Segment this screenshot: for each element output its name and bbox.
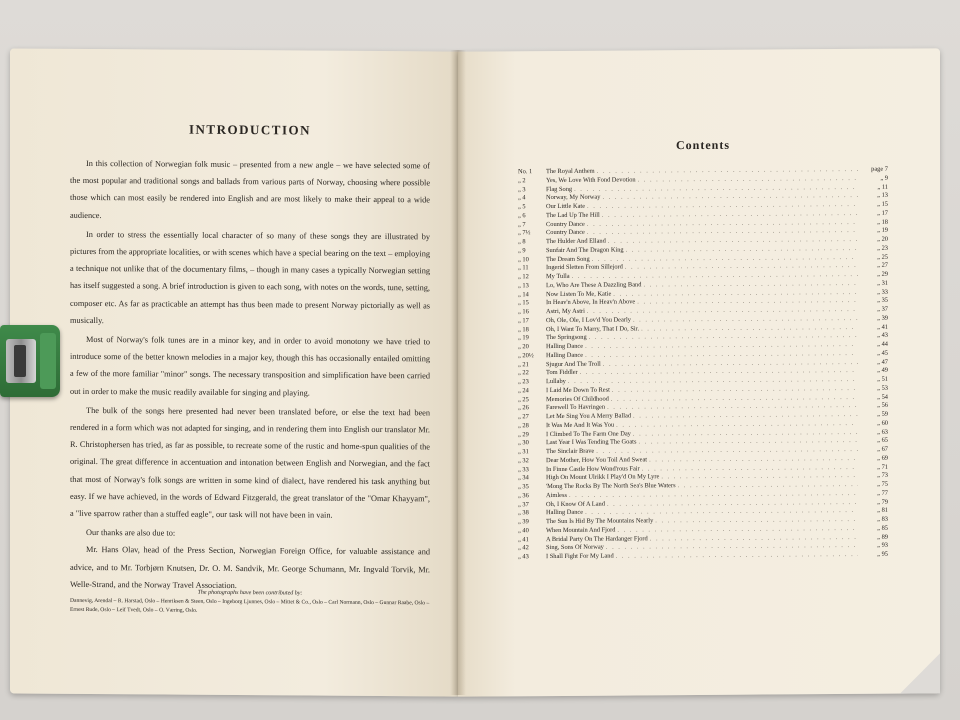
entry-page: „ 75 [877, 480, 888, 488]
entry-title: Sjugur And The Troll [546, 360, 601, 368]
entry-leader-dots [589, 332, 858, 341]
entry-leader-dots [661, 472, 858, 480]
entry-page: „ 27 [877, 261, 888, 270]
entry-leader-dots [611, 393, 858, 402]
entry-leader-dots [597, 166, 858, 175]
entry-page: „ 11 [877, 183, 888, 191]
entry-page: „ 83 [877, 515, 888, 523]
entry-page: „ 15 [877, 200, 888, 208]
entry-leader-dots [606, 542, 858, 551]
photo-credits [70, 589, 430, 617]
entry-title: Oh, I Know Of A Land [546, 500, 605, 508]
entry-leader-dots [616, 420, 858, 429]
entry-leader-dots [608, 236, 858, 245]
entry-leader-dots [585, 507, 858, 516]
entry-number: „ 7 [518, 220, 526, 228]
entry-leader-dots [585, 341, 858, 350]
contents-list [518, 166, 888, 562]
entry-page: „ 41 [877, 323, 888, 331]
entry-page: „ 9 [880, 174, 888, 182]
entry-page: „ 81 [877, 506, 888, 515]
entry-title: Sunfair And The Dragon King [546, 246, 624, 254]
entry-title: High On Mount Ulrikk I Play'd On My Lyre [546, 473, 660, 482]
entry-title: Last Year I Was Tending The Goats [546, 438, 637, 447]
entry-page: „ 37 [877, 305, 888, 313]
entry-number: „ 7½ [518, 229, 531, 237]
entry-leader-dots [616, 551, 858, 560]
entry-title: My Tulla [546, 272, 570, 281]
left-page [10, 48, 458, 696]
entry-title: Oh, Ole, Ole, I Lov'd You Dearly [546, 316, 631, 324]
credits-heading: The photographs have been contributed by: [197, 589, 303, 597]
credits-text: Dannevig, Arendal – R. Harstad, Oslo – Henriksen & Steen, Oslo – Ingeborg Ljunnes, Oslo – Mittet & Co., Oslo – Carl Normann, Oslo – Gunnar Raabe, Oslo – Ernest Rude, Oslo – Leif Tvedt, Oslo – O. Væring, Oslo. [70, 597, 430, 614]
intro-paragraph-4: The bulk of the songs here presented had never been translated before, or else the text had been rendered in a form which was not adapted for singing, and in rendering them into English our translator Mr. R. Christophersen has tried, as far as possible, to recreate some of the rustic and home-spun qualities of the original. The great difference in accentuation and intonation between English and Norwegian, and the fact that most of Norway's folk songs are written in some kind of dialect, have rendered his task anything but easy. If we have achieved, in the words of Edward Fitzgerald, the great translator of the "Omar Khayyam", a "live sparrow rather than a stuffed eagle", our task will not have been in vain. [70, 405, 430, 520]
entry-title: Country Dance [546, 220, 585, 228]
entry-leader-dots [568, 376, 858, 385]
entry-number: „ 3 [518, 185, 526, 193]
entry-page: „ 71 [877, 463, 888, 471]
entry-page: „ 47 [877, 358, 888, 366]
entry-page: „ 93 [877, 541, 888, 550]
entry-number: „ 38 [518, 509, 529, 517]
entry-title: Let Me Sing You A Merry Ballad [546, 412, 632, 421]
intro-paragraph-3: Most of Norway's folk tunes are in a minor key, and in order to avoid monotony we have tried to introduce some of the better known melodies in a major key, though this has occasionally entailed omitting a few of the more familiar "minor" songs. The necessary transposition and simplification have been carried out in order to make the music readily available for singing and playing. [70, 334, 430, 398]
entry-number: „ 28 [518, 421, 529, 430]
entry-page: „ 29 [877, 270, 888, 278]
entry-title: Aimless [546, 491, 567, 499]
entry-title: Memories Of Childhood [546, 395, 609, 403]
entry-title: Country Dance [546, 229, 585, 237]
clip-edge [40, 333, 56, 389]
entry-title: A Bridal Party On The Hardanger Fjord [546, 534, 648, 543]
entry-page: „ 89 [877, 533, 888, 541]
entry-number: „ 20 [518, 343, 529, 351]
entry-leader-dots [638, 437, 858, 446]
entry-title: I Laid Me Down To Rest [546, 386, 610, 394]
entry-leader-dots [643, 280, 858, 288]
entry-number: „ 32 [518, 456, 529, 465]
entry-page: „ 85 [877, 524, 888, 532]
entry-number: „ 10 [518, 255, 529, 263]
entry-number: No. 1 [518, 168, 533, 176]
entry-leader-dots [678, 481, 858, 489]
entry-page: „ 63 [877, 428, 888, 436]
entry-page: „ 59 [877, 410, 888, 418]
contents-title: Contents [675, 137, 730, 153]
open-book [10, 50, 940, 695]
entry-leader-dots [587, 306, 858, 315]
entry-leader-dots [641, 323, 858, 332]
entry-leader-dots [642, 463, 858, 472]
entry-page: „ 77 [877, 489, 888, 497]
entry-title: Oh, I Want To Marry, That I Do, Sir. [546, 324, 640, 333]
entry-title: Astri, My Astri [546, 307, 585, 316]
entry-page: „ 79 [877, 498, 888, 506]
entry-title: Norway, My Norway [546, 193, 601, 202]
entry-title: I Climbed To The Farm One Day [546, 429, 631, 438]
entry-page: „ 43 [877, 331, 888, 340]
entry-leader-dots [655, 516, 858, 524]
entry-page: „ 95 [877, 550, 888, 558]
entry-number: „ 13 [518, 281, 529, 290]
folded-corner [900, 653, 940, 693]
entry-number: „ 18 [518, 325, 529, 333]
entry-number: „ 34 [518, 474, 529, 482]
entry-number: „ 39 [518, 518, 529, 526]
entry-number: „ 43 [518, 553, 529, 561]
entry-number: „ 33 [518, 465, 529, 473]
entry-title: The Royal Anthem [546, 167, 595, 176]
entry-title: Halling Dance [546, 342, 584, 351]
entry-leader-dots [638, 175, 858, 184]
green-binder-clip [0, 325, 60, 397]
entry-title: Now Listen To Me, Katie [546, 290, 612, 298]
entry-title: The Hulder And Elland [546, 237, 606, 246]
thanks-intro: Our thanks are also due to: [86, 528, 176, 538]
entry-title: Tom Fiddler [546, 369, 578, 377]
entry-number: „ 4 [518, 194, 526, 202]
entry-title: Ingerid Sletten From Sillejord [546, 263, 623, 272]
entry-number: „ 29 [518, 430, 529, 438]
thanks-paragraph: Mr. Hans Olav, head of the Press Section, Norwegian Foreign Office, for valuable assistance and advice, and to Mr. Torbjørn Knutsen, Dr. O. M. Sandvik, Mr. George Schumann, Mr. Ingvald Torvik, Mr. Welle-Strand, and the Norway Travel Association. [70, 545, 430, 590]
entry-number: „ 37 [518, 500, 529, 508]
entry-number: „ 24 [518, 386, 529, 395]
entry-title: I Shall Fight For My Land [546, 552, 614, 561]
entry-title: The Sun Is Hid By The Mountains Nearly [546, 517, 654, 526]
entry-page: „ 53 [877, 384, 888, 392]
entry-leader-dots [585, 350, 858, 359]
entry-number: „ 16 [518, 308, 529, 316]
entry-number: „ 9 [518, 246, 526, 255]
entry-page: „ 60 [877, 419, 888, 427]
entry-leader-dots [650, 533, 858, 541]
entry-page: „ 17 [877, 209, 888, 217]
clip-slot [14, 345, 26, 377]
contents-section [518, 137, 888, 562]
intro-paragraph-2: In order to stress the essentially local character of so many of these songs they are illustrated by pictures from the appropriate localities, or with scenes which have a special bearing on the text – employing a technique not unlike that of the documentary films, – though in many cases a typically Norwegian setting has itself suggested a song. A brief introduction is given to each song, with notes on the words, tune, setting, composer etc. As far as practicable an attempt has thus been made to present Norway pictorially as well as musically. [70, 229, 430, 325]
entry-number: „ 6 [518, 211, 526, 220]
entry-leader-dots [572, 271, 858, 280]
entry-number: „ 31 [518, 448, 529, 456]
entry-leader-dots [569, 490, 858, 499]
entry-leader-dots [625, 262, 858, 271]
entry-page: „ 18 [877, 218, 888, 226]
entry-title: Our Little Kate [546, 202, 586, 211]
entry-number: „ 27 [518, 413, 529, 421]
entry-leader-dots [649, 455, 858, 463]
entry-number: „ 42 [518, 544, 529, 552]
entry-leader-dots [602, 210, 858, 219]
entry-title: Farewell To Havringen [546, 403, 606, 412]
entry-page: „ 25 [877, 253, 888, 261]
entry-leader-dots [633, 411, 858, 420]
entry-number: „ 5 [518, 203, 526, 211]
entry-number: „ 8 [518, 238, 526, 246]
entry-title: In Heav'n Above, In Heav'n Above [546, 298, 636, 307]
entry-page: „ 19 [877, 226, 888, 235]
entry-title: The Dream Song [546, 255, 590, 263]
entry-leader-dots [602, 192, 858, 201]
entry-page: „ 20 [877, 235, 888, 243]
entry-title: 'Mong The Rocks By The North Sea's Blue Waters [546, 482, 676, 491]
entry-title: Halling Dance [546, 351, 584, 359]
entry-page: „ 39 [877, 314, 888, 322]
right-page [458, 48, 940, 696]
entry-title: It Was Me And It Was You [546, 421, 615, 429]
entry-page: „ 23 [877, 244, 888, 252]
entry-title: Flag Song [546, 185, 573, 193]
entry-number: „ 40 [518, 526, 529, 535]
entry-title: Halling Dance [546, 509, 584, 517]
entry-page: „ 44 [877, 340, 888, 348]
entry-number: „ 20½ [518, 351, 534, 360]
entry-page: „ 35 [877, 296, 888, 305]
entry-leader-dots [613, 288, 858, 297]
entry-title: Yes, We Love With Fond Devotion [546, 176, 636, 184]
entry-number: „ 36 [518, 491, 529, 500]
entry-leader-dots [612, 385, 858, 394]
entry-title: Lullaby [546, 377, 566, 386]
entry-leader-dots [607, 498, 858, 507]
entry-page: „ 13 [877, 191, 888, 200]
entry-leader-dots [637, 297, 858, 306]
entry-title: In Finne Castle How Wond'rous Fair [546, 464, 640, 473]
introduction-title: INTRODUCTION [188, 121, 311, 138]
introduction-section [70, 121, 430, 596]
entry-number: „ 35 [518, 483, 529, 491]
entry-page: „ 65 [877, 436, 888, 445]
entry-leader-dots [592, 253, 858, 262]
entry-page: „ 33 [877, 288, 888, 296]
entry-leader-dots [626, 245, 858, 254]
entry-page: „ 51 [877, 375, 888, 383]
entry-number: „ 14 [518, 290, 529, 298]
entry-title: The Lad Up The Hill [546, 211, 600, 219]
entry-title: When Mountain And Fjord [546, 526, 616, 534]
entry-number: „ 2 [518, 176, 526, 185]
entry-number: „ 11 [518, 264, 529, 272]
entry-title: Sing, Sons Of Norway [546, 543, 604, 552]
entry-leader-dots [587, 218, 858, 227]
entry-leader-dots [633, 315, 858, 324]
entry-number: „ 15 [518, 299, 529, 307]
entry-page: „ 67 [877, 445, 888, 453]
entry-number: „ 12 [518, 273, 529, 281]
entry-title: The Springsong [546, 334, 587, 342]
entry-page: page 7 [871, 165, 888, 173]
entry-leader-dots [587, 227, 858, 236]
entry-leader-dots [607, 402, 858, 411]
entry-leader-dots [574, 183, 858, 192]
entry-leader-dots [633, 428, 858, 437]
entry-number: „ 19 [518, 334, 529, 342]
entry-leader-dots [603, 358, 858, 367]
entry-number: „ 23 [518, 378, 529, 386]
entry-page: „ 45 [877, 349, 888, 357]
entry-leader-dots [580, 367, 858, 376]
entry-number: „ 30 [518, 439, 529, 447]
entry-number: „ 25 [518, 395, 529, 403]
entry-page: „ 31 [877, 279, 888, 287]
book-spine-gutter [450, 50, 466, 695]
entry-title: Lo, Who Are These A Dazzling Band [546, 281, 642, 289]
entry-number: „ 21 [518, 360, 529, 368]
entry-leader-dots [617, 525, 858, 534]
entry-page: „ 54 [877, 393, 888, 401]
entry-page: „ 69 [877, 454, 888, 462]
contents-entry [518, 551, 888, 562]
entry-page: „ 56 [877, 401, 888, 410]
entry-title: The Sinclair Brave [546, 447, 595, 456]
entry-number: „ 22 [518, 369, 529, 377]
entry-page: „ 49 [877, 366, 888, 375]
entry-leader-dots [587, 201, 858, 210]
intro-paragraph-1: In this collection of Norwegian folk music – presented from a new angle – we have selected some of the most popular and traditional songs and ballads from various parts of Norway, choosing where possible those which can most easily be rendered into English and are most likely to make their appeal to a wide audience. [70, 158, 430, 220]
entry-title: Dear Mother, How You Toil And Sweat [546, 456, 648, 464]
entry-number: „ 17 [518, 316, 529, 325]
entry-page: „ 73 [877, 471, 888, 480]
entry-number: „ 41 [518, 535, 529, 543]
entry-number: „ 26 [518, 404, 529, 412]
entry-leader-dots [596, 446, 858, 455]
